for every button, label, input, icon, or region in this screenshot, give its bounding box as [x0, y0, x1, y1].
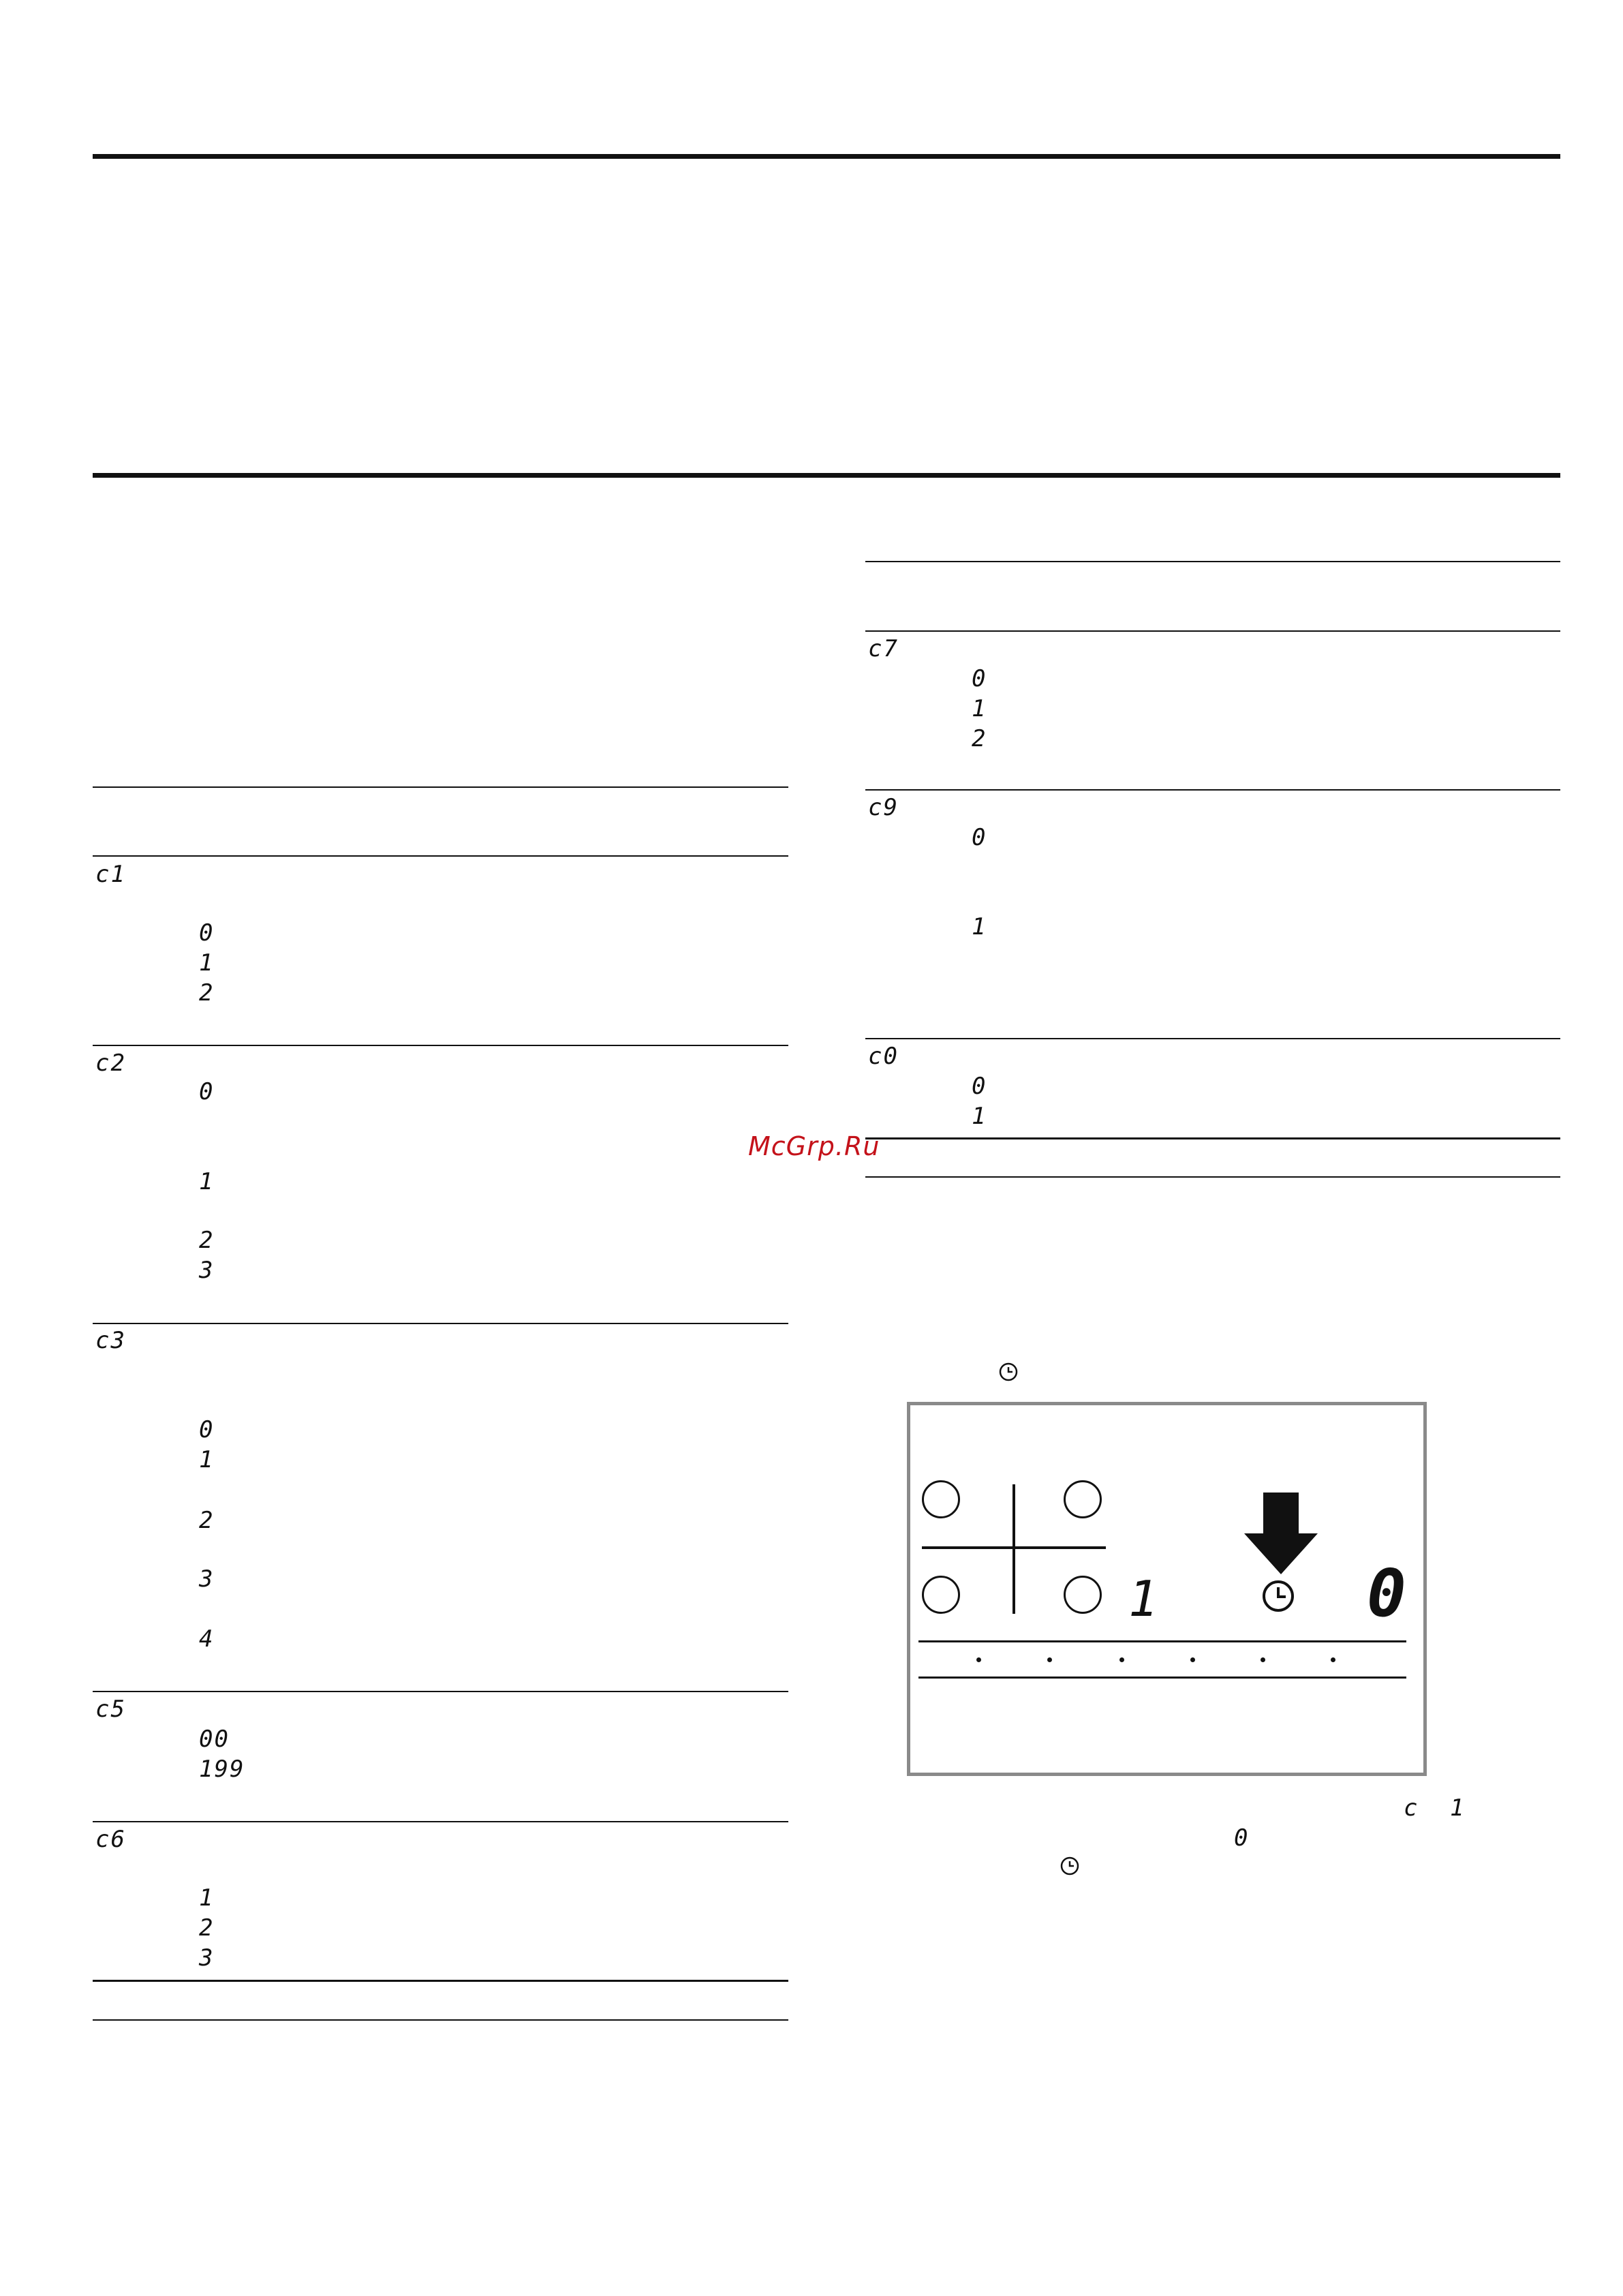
indicator-dot: [1331, 1657, 1335, 1662]
setting-value: 3: [199, 1257, 215, 1284]
setting-value: 1: [972, 913, 987, 940]
cross-horizontal: [922, 1546, 1106, 1549]
right-table-top-rule: [865, 561, 1560, 562]
setting-value: 3: [199, 1944, 215, 1972]
table-bottom-rule: [93, 1980, 788, 1982]
setting-code-c1: c1: [95, 861, 126, 888]
setting-value: 1: [972, 695, 987, 722]
control-panel-illustration: [907, 1402, 1427, 1776]
setting-code-c3: c3: [95, 1327, 126, 1354]
hotplate-icon: [922, 1576, 960, 1614]
hotplate-icon: [1064, 1480, 1102, 1518]
clock-icon: [998, 1362, 1019, 1382]
right-table-header-rule: [865, 630, 1560, 632]
setting-value: 1: [199, 949, 215, 977]
setting-code-c7: c7: [868, 635, 899, 662]
setting-code-c0: c0: [868, 1043, 899, 1070]
setting-value: 2: [199, 1914, 215, 1942]
caption-code-number: 1: [1450, 1794, 1466, 1822]
setting-value: 199: [199, 1756, 245, 1783]
setting-value: 0: [972, 665, 987, 692]
panel-divider: [918, 1640, 1406, 1642]
clock-icon[interactable]: [1261, 1579, 1295, 1613]
setting-code-c5: c5: [95, 1696, 126, 1723]
setting-value: 1: [199, 1446, 215, 1473]
setting-code-c9: c9: [868, 794, 899, 821]
setting-value: 2: [972, 725, 987, 752]
hotplate-icon: [1064, 1576, 1102, 1614]
left-table-top-rule: [93, 786, 788, 788]
setting-value: 0: [972, 1073, 987, 1100]
cross-vertical: [1013, 1484, 1015, 1614]
setting-value: 1: [972, 1103, 987, 1130]
hotplate-icon: [922, 1480, 960, 1518]
section-rule: [93, 473, 1560, 478]
row-divider: [93, 1045, 788, 1046]
setting-value: 00: [199, 1726, 230, 1753]
indicator-dot: [1047, 1657, 1052, 1662]
setting-value: 2: [199, 1507, 215, 1534]
setting-value: 2: [199, 979, 215, 1007]
setting-value: 4: [199, 1625, 215, 1653]
caption-value: 0: [1234, 1824, 1250, 1852]
table-footer-rule: [93, 2019, 788, 2021]
indicator-dot: [1190, 1657, 1195, 1662]
setting-value: 1: [199, 1168, 215, 1195]
table-footer-rule: [865, 1176, 1560, 1178]
setting-value: 0: [199, 919, 215, 947]
setting-code-c2: c2: [95, 1050, 126, 1077]
right-display-digit: 0: [1367, 1555, 1406, 1632]
indicator-dot: [1261, 1657, 1265, 1662]
row-divider: [93, 1691, 788, 1692]
row-divider: [865, 1038, 1560, 1039]
setting-value: 0: [199, 1416, 215, 1443]
row-divider: [865, 789, 1560, 791]
left-table-header-rule: [93, 855, 788, 857]
indicator-dot: [976, 1657, 981, 1662]
clock-icon: [1060, 1856, 1080, 1876]
setting-value: 3: [199, 1565, 215, 1593]
setting-value: 1: [199, 1884, 215, 1912]
setting-value: 2: [199, 1227, 215, 1254]
down-arrow-icon: [1243, 1493, 1319, 1576]
table-bottom-rule: [865, 1137, 1560, 1139]
indicator-dot: [1119, 1657, 1124, 1662]
watermark: McGrp.Ru: [748, 1131, 880, 1161]
setting-value: 0: [199, 1078, 215, 1105]
setting-value: 0: [972, 824, 987, 851]
row-divider: [93, 1323, 788, 1324]
setting-code-c6: c6: [95, 1826, 126, 1853]
top-rule: [93, 154, 1560, 159]
panel-divider: [918, 1677, 1406, 1679]
row-divider: [93, 1821, 788, 1822]
caption-code-prefix: c: [1404, 1794, 1419, 1822]
left-display-digit: 1: [1128, 1570, 1158, 1627]
